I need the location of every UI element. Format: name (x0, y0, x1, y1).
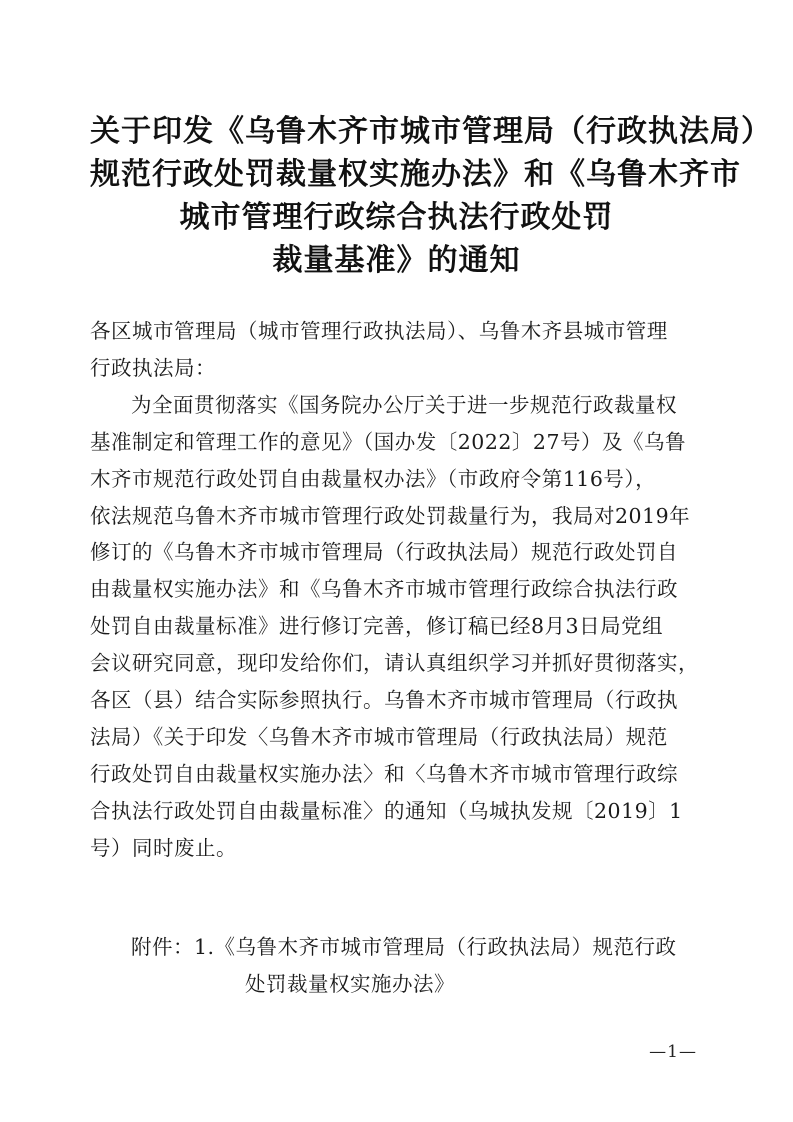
body-line: 号）同时废止。 (90, 835, 237, 860)
body-line: 为全面贯彻落实《国务院办公厅关于进一步规范行政裁量权 (131, 392, 677, 417)
recipient-line: 各区城市管理局（城市管理行政执法局）、乌鲁木齐县城市管理 (90, 319, 668, 343)
body-line: 合执法行政处罚自由裁量标准〉的通知（乌城执发规〔2019〕1 (90, 798, 683, 823)
title-line: 裁量基准》的通知 (272, 243, 521, 278)
document-body (90, 313, 703, 867)
body-line: 基准制定和管理工作的意见》（国办发〔2022〕27号）及《乌鲁 (90, 429, 687, 454)
body-line: 会议研究同意，现印发给你们，请认真组织学习并抓好贯彻落实， (90, 651, 699, 676)
body-line: 修订的《乌鲁木齐市城市管理局（行政执法局）规范行政处罚自 (90, 540, 678, 565)
body-line: 依法规范乌鲁木齐市城市管理行政处罚裁量行为，我局对2019年 (90, 503, 691, 528)
body-line: 由裁量权实施办法》和《乌鲁木齐市城市管理行政综合执法行政 (90, 577, 678, 602)
attachment-line: 处罚裁量权实施办法》 (245, 972, 455, 996)
body-line: 各区（县）结合实际参照执行。乌鲁木齐市城市管理局（行政执 (90, 688, 678, 713)
attachment-list (90, 929, 703, 1003)
document-title (90, 110, 772, 282)
title-line: 关于印发《乌鲁木齐市城市管理局（行政执法局） (90, 114, 772, 149)
body-line: 法局）《关于印发〈乌鲁木齐市城市管理局（行政执法局）规范 (90, 724, 668, 749)
attachment-line: 附件：1.《乌鲁木齐市城市管理局（行政执法局）规范行政 (131, 935, 677, 959)
body-line: 木齐市规范行政处罚自由裁量权办法》（市政府令第116号）， (90, 466, 657, 491)
body-line: 处罚自由裁量标准》进行修订完善，修订稿已经8月3日局党组 (90, 614, 664, 639)
page-number: —1— (649, 1042, 697, 1062)
recipient-line: 行政执法局： (90, 355, 216, 380)
body-line: 行政处罚自由裁量权实施办法〉和〈乌鲁木齐市城市管理行政综 (90, 761, 678, 786)
title-line: 城市管理行政综合执法行政处罚 (179, 200, 614, 235)
title-line: 规范行政处罚裁量权实施办法》和《乌鲁木齐市 (90, 157, 741, 192)
